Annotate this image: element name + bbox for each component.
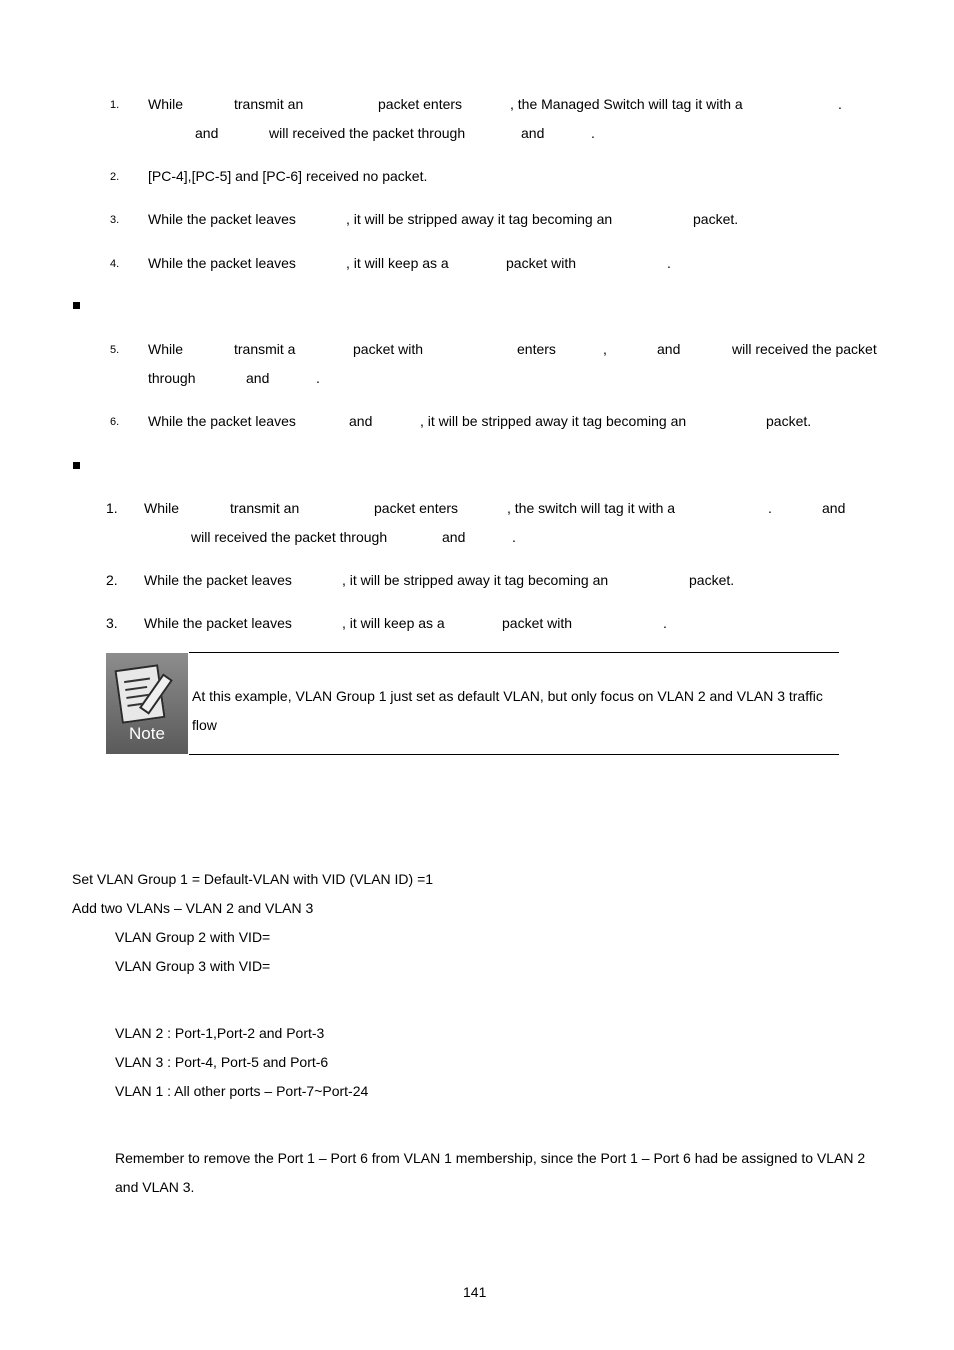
item-number: 3. <box>110 214 120 226</box>
list-text: [PC-4],[PC-5] and [PC-6] received no packet. <box>148 168 428 184</box>
list-text: , the Managed Switch will tag it with a <box>510 96 743 112</box>
setup-text: VLAN Group 3 with VID= <box>115 958 271 974</box>
list-text: , it will keep as a <box>346 255 449 271</box>
list-text: packet with <box>506 255 577 271</box>
list-text: , it will be stripped away it tag becoming an <box>420 413 687 429</box>
list-text: packet. <box>689 572 735 588</box>
list-text: transmit an <box>230 500 300 516</box>
item-number: 4. <box>110 258 120 270</box>
list-text: through <box>148 370 196 386</box>
list-text: will received the packet <box>732 341 877 357</box>
list-text: , <box>603 341 607 357</box>
list-text: . <box>667 255 671 271</box>
list-text: While the packet leaves <box>148 255 296 271</box>
list-text: packet enters <box>378 96 463 112</box>
list-text: While the packet leaves <box>148 211 296 227</box>
item-number: 3. <box>106 615 118 631</box>
note-top-rule <box>189 652 839 653</box>
list-text: packet with <box>353 341 424 357</box>
item-number: 2. <box>110 171 120 183</box>
list-text: . <box>663 615 667 631</box>
list-text: While <box>148 96 184 112</box>
square-bullet-icon <box>73 462 80 469</box>
setup-text: Set VLAN Group 1 = Default-VLAN with VID (VLAN ID) =1 <box>72 871 434 887</box>
list-text: , the switch will tag it with a <box>507 500 676 516</box>
list-text: . <box>512 529 516 545</box>
item-number: 1. <box>110 99 120 111</box>
list-text: and <box>442 529 466 545</box>
list-text: packet with <box>502 615 573 631</box>
list-text: packet enters <box>374 500 459 516</box>
setup-text: VLAN 1 : All other ports – Port-7~Port-24 <box>115 1083 369 1099</box>
list-text: packet. <box>766 413 812 429</box>
list-text: , it will keep as a <box>342 615 445 631</box>
list-text: . <box>316 370 320 386</box>
item-number: 1. <box>106 500 118 516</box>
setup-text: VLAN 2 : Port-1,Port-2 and Port-3 <box>115 1025 325 1041</box>
list-text: and <box>246 370 270 386</box>
setup-text: Remember to remove the Port 1 – Port 6 from VLAN 1 membership, since the Port 1 – Port 6 had be assigned to VLAN 2 <box>115 1150 866 1166</box>
list-text: and <box>521 125 545 141</box>
list-text: and <box>657 341 681 357</box>
list-text: While <box>144 500 180 516</box>
list-text: packet. <box>693 211 739 227</box>
note-icon-label: Note <box>129 724 165 743</box>
list-text: , it will be stripped away it tag becoming an <box>342 572 609 588</box>
list-text: While the packet leaves <box>148 413 296 429</box>
note-icon <box>106 653 188 754</box>
list-text: and <box>349 413 373 429</box>
list-text: . <box>838 96 842 112</box>
note-bottom-rule <box>189 754 839 755</box>
square-bullet-icon <box>73 302 80 309</box>
setup-text: VLAN Group 2 with VID= <box>115 929 271 945</box>
note-text: flow <box>192 717 217 733</box>
list-text: While the packet leaves <box>144 615 292 631</box>
note-text: At this example, VLAN Group 1 just set as default VLAN, but only focus on VLAN 2 and VLAN 3 traffic <box>192 688 823 704</box>
item-number: 6. <box>110 416 120 428</box>
list-text: transmit an <box>234 96 304 112</box>
item-number: 2. <box>106 572 118 588</box>
setup-text: and VLAN 3. <box>115 1179 195 1195</box>
setup-text: VLAN 3 : Port-4, Port-5 and Port-6 <box>115 1054 329 1070</box>
list-text: . <box>591 125 595 141</box>
list-text: transmit a <box>234 341 296 357</box>
list-text: While <box>148 341 184 357</box>
list-text: and <box>195 125 219 141</box>
list-text: enters <box>517 341 556 357</box>
list-text: and <box>822 500 846 516</box>
list-text: . <box>768 500 772 516</box>
list-text: While the packet leaves <box>144 572 292 588</box>
list-text: , it will be stripped away it tag becoming an <box>346 211 613 227</box>
setup-text: Add two VLANs – VLAN 2 and VLAN 3 <box>72 900 314 916</box>
list-text: will received the packet through <box>191 529 388 545</box>
item-number: 5. <box>110 344 120 356</box>
page-number: 141 <box>463 1284 487 1300</box>
list-text: will received the packet through <box>269 125 466 141</box>
